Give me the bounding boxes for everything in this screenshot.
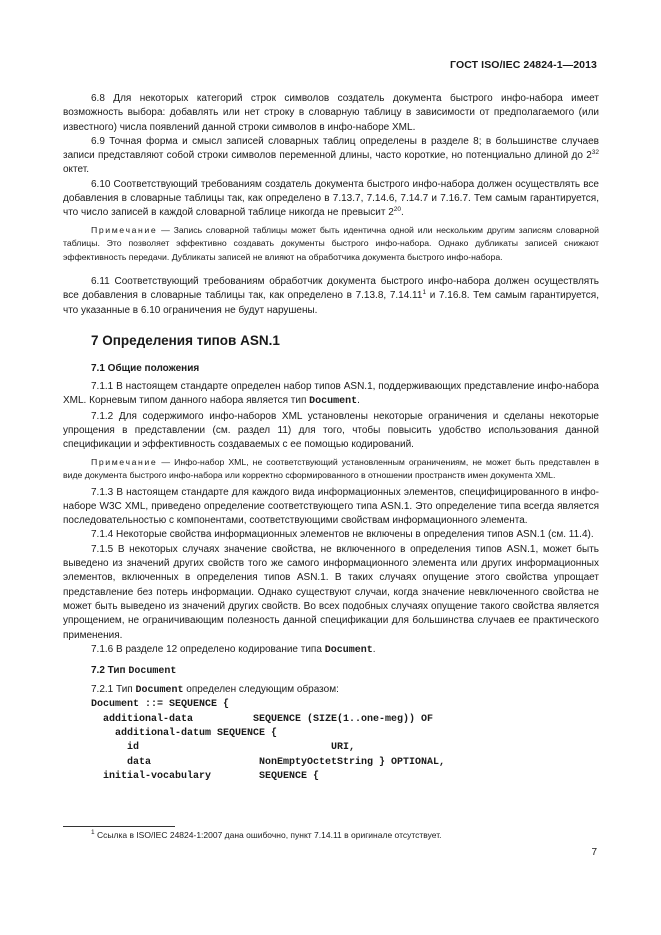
footnote-ref: 1	[422, 289, 427, 297]
code-line: Document ::= SEQUENCE {	[91, 699, 230, 711]
note-label: Примечание	[91, 456, 158, 467]
note-label: Примечание	[91, 224, 158, 235]
note-xml-restrictions: Примечание — Инфо-набор XML, не соответствующий установленным ограничениям, не может быть представлен в виде документа быстрого инфо-набора или корректно сформированного в отношении пространств имен документа XML.	[63, 456, 599, 481]
paragraph-6-11: 6.11 Соответствующий требованиям обработчик документа быстрого инфо-набора должен осуществлять все добавления в словарные таблицы так, как определено в 7.13.8, 7.14.11$^1$ и 7.16.8. Тем самым гарантируется, что указанные в 6.10 ограничения не будут нарушены.	[63, 276, 599, 316]
code-line: additional-data SEQUENCE (SIZE(1..one-meg)) OF	[91, 713, 434, 725]
note-dictionary-entries: Примечание — Запись словарной таблицы может быть идентична одной или нескольким другим записям словарной таблицы. Это позволяет эффективно создавать документы быстрого инфо-набора. Однако дубликаты записей снижают эффективность передачи. Дубликаты записей не влияют на обработчика документа быстрого инфо-набора.	[63, 224, 599, 262]
subsection-7-2-heading: 7.2 Тип Document	[91, 665, 177, 678]
footnote-mark: 1	[91, 829, 95, 836]
paragraph-6-10: 6.10 Соответствующий требованиям создатель документа быстрого инфо-набора должен осуществлять все добавления в словарные таблицы так, как определено в 7.13.7, 7.14.6, 7.14.7 и 7.16.7. Тем самым гарантируется, что число записей в каждой словарной таблице никогда не превысит $2^{20}$.	[63, 178, 599, 219]
paragraph-7-1-4: 7.1.4 Некоторые свойства информационных элементов не включены в определения типов ASN.1 (см. 11.4).	[91, 529, 594, 541]
page-header: ГОСТ ISO/IEC 24824-1—2013	[450, 59, 597, 71]
section-7-heading: 7 Определения типов ASN.1	[91, 333, 280, 349]
subsection-7-1-heading: 7.1 Общие положения	[91, 363, 200, 375]
footnote: $^1$ Ссылка в ISO/IEC 24824-1:2007 дана ошибочно, пункт 7.14.11 в оригинале отсутствует.	[91, 829, 442, 840]
page-number: 7	[591, 847, 597, 858]
paragraph-7-1-1: 7.1.1 В настоящем стандарте определен набор типов ASN.1, поддерживающих представление инфо-набора XML. Корневым типом данного набора является тип Document.	[63, 381, 599, 408]
paragraph-6-9: 6.9 Точная форма и смысл записей словарных таблиц определены в разделе 8; в большинстве случаев записи представляют собой строки символов переменной длины, часто короткие, но потенциально длиной до $2^{32}$ октет.	[63, 135, 599, 176]
paragraph-7-1-2: 7.1.2 Для содержимого инфо-наборов XML установлены некоторые ограничения и сделаны некоторые упрощения в представлении (см. раздел 11) для того, чтобы повысить удобство использования данной спецификации и эффективность создаваемых с ее помощью кодирований.	[63, 410, 599, 451]
footnote-divider	[63, 826, 175, 827]
page-body	[63, 92, 599, 784]
paragraph-7-1-6: 7.1.6 В разделе 12 определено кодирование типа Document.	[91, 643, 376, 656]
asn1-code-block	[63, 698, 599, 784]
code-line: data NonEmptyOctetString } OPTIONAL,	[91, 756, 446, 768]
paragraph-7-2-1: 7.2.1 Тип Document определен следующим образом:	[91, 684, 339, 697]
code-line: initial-vocabulary SEQUENCE {	[91, 770, 320, 782]
paragraph-6-8: 6.8 Для некоторых категорий строк символов создатель документа быстрого инфо-набора имеет возможность выбора: добавлять или нет строку в словарную таблицу в зависимости от предполагаемого (или известного) числа появлений данной строки символов в инфо-наборе XML.	[63, 93, 599, 133]
code-line: id URI,	[91, 742, 356, 754]
paragraph-7-1-5: 7.1.5 В некоторых случаях значение свойства, не включенного в определения типов ASN.1, может быть выведено из значений других свойств того же самого информационного элемента или других информационных элементов, включенных в определения типов ASN.1. В таких случаях опущение этого свойства упрощает представление без потерь информации. Однако существуют случаи, когда значение невключенного свойства не может быть выведено из значений других свойств. Во всех подобных случаях опущение такого свойства является упрощением, не ограничивающим полезность данной спецификации для большинства случаев ее практического применения.	[63, 543, 599, 641]
code-line: additional-datum SEQUENCE {	[91, 728, 278, 739]
paragraph-7-1-3: 7.1.3 В настоящем стандарте для каждого вида информационных элементов, специфицированного в инфо-наборе W3C XML, приведено определение соответствующего типа ASN.1. Это определение типа всегда является последовательностью с компонентами, соответствующими свойствам информационного элемента.	[63, 486, 599, 527]
